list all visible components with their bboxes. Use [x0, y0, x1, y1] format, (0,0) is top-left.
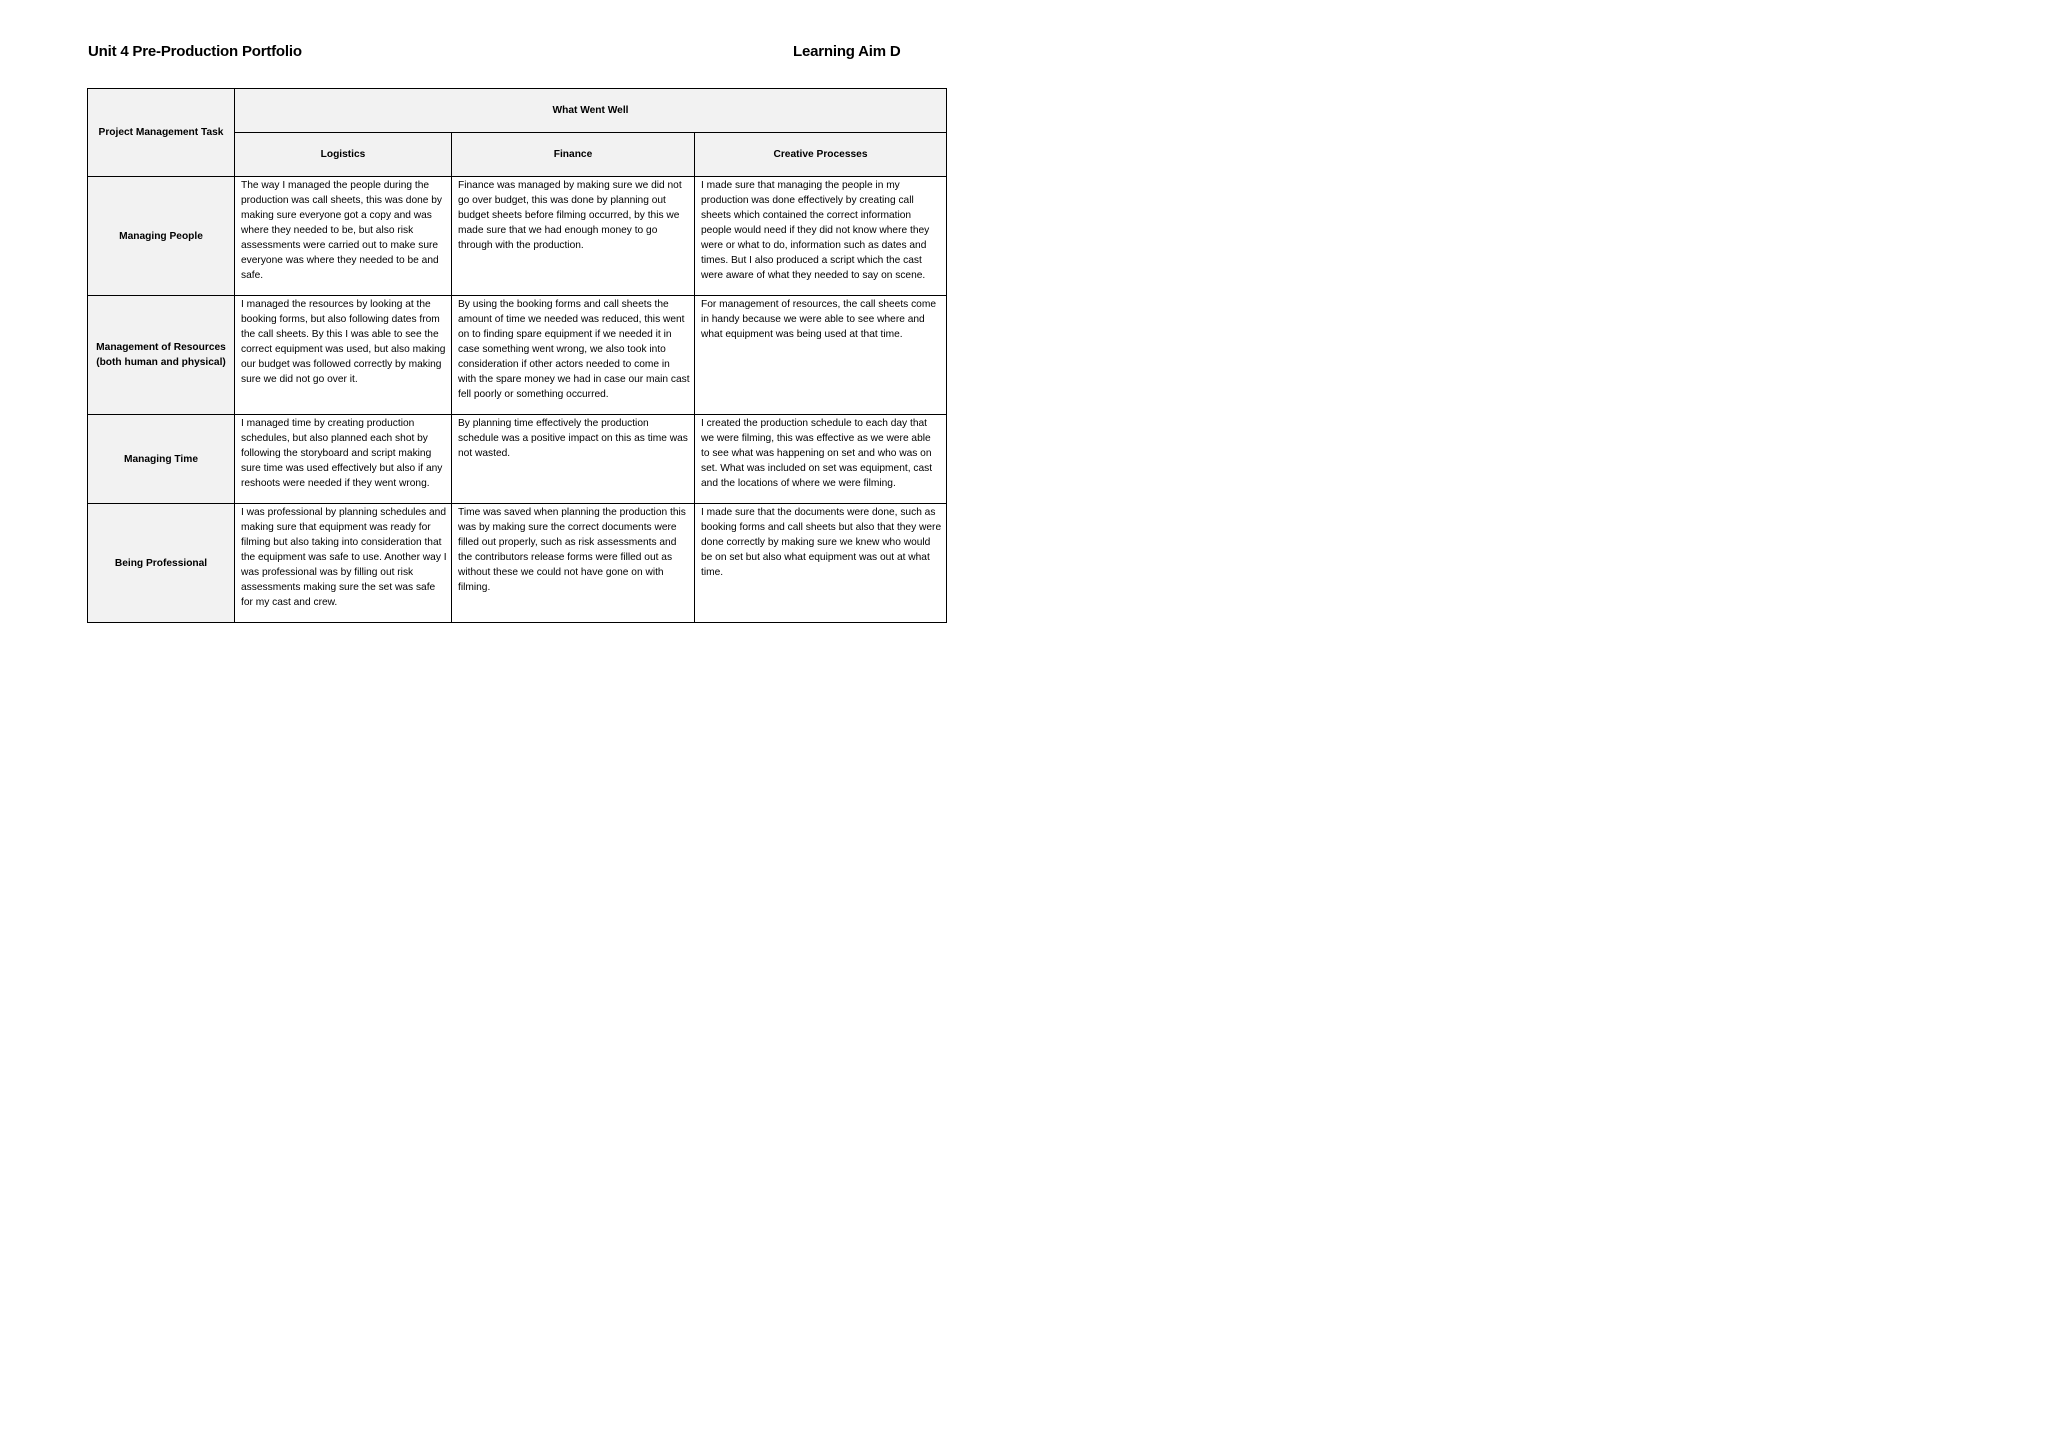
cell-logistics: I managed the resources by looking at the booking forms, but also following dates from the call sheets. By this I was able to see the correct equipment was used, but also making our budget was followed correctly by making sure we did not go over it. [235, 296, 452, 415]
document-title: Unit 4 Pre-Production Portfolio [88, 43, 302, 60]
cell-creative-processes: For management of resources, the call sheets come in handy because we were able to see where and what equipment was being used at that time. [695, 296, 947, 415]
table-row [88, 177, 947, 296]
table-row [88, 504, 947, 623]
table-row [88, 296, 947, 415]
cell-logistics: I managed time by creating production schedules, but also planned each shot by following the storyboard and script making sure time was used effectively but also if any reshoots were needed if they went wrong. [235, 415, 452, 504]
row-header-managing-people: Managing People [88, 177, 235, 296]
cell-creative-processes: I created the production schedule to each day that we were filming, this was effective as we were able to see what was happening on set and who was on set. What was included on set was equipment, cast and the locations of where we were filming. [695, 415, 947, 504]
cell-logistics: I was professional by planning schedules and making sure that equipment was ready for filming but also taking into consideration that the equipment was safe to use. Another way I was professional was by filling out risk assessments making sure the set was safe for my cast and crew. [235, 504, 452, 623]
cell-finance: By planning time effectively the production schedule was a positive impact on this as time was not wasted. [452, 415, 695, 504]
learning-aim-label: Learning Aim D [793, 43, 901, 60]
header-finance: Finance [452, 133, 695, 177]
cell-finance: Finance was managed by making sure we did not go over budget, this was done by planning out budget sheets before filming occurred, by this we made sure that we had enough money to go through with the production. [452, 177, 695, 296]
header-what-went-well: What Went Well [235, 89, 947, 133]
cell-creative-processes: I made sure that the documents were done, such as booking forms and call sheets but also that they were done correctly by making sure we knew who would be on set but also what equipment was out at what time. [695, 504, 947, 623]
row-header-management-of-resources: Management of Resources (both human and physical) [88, 296, 235, 415]
header-project-management-task: Project Management Task [88, 89, 235, 177]
cell-finance: Time was saved when planning the production this was by making sure the correct documents were filled out properly, such as risk assessments and the contributors release forms were filled out as without these we could not have gone on with filming. [452, 504, 695, 623]
row-header-being-professional: Being Professional [88, 504, 235, 623]
header-creative-processes: Creative Processes [695, 133, 947, 177]
cell-logistics: The way I managed the people during the production was call sheets, this was done by making sure everyone got a copy and was where they needed to be, but also risk assessments were carried out to make sure everyone was where they needed to be and safe. [235, 177, 452, 296]
header-logistics: Logistics [235, 133, 452, 177]
project-management-table [87, 88, 947, 623]
table-row [88, 415, 947, 504]
cell-finance: By using the booking forms and call sheets the amount of time we needed was reduced, this went on to finding spare equipment if we needed it in case something went wrong, we also took into consideration if other actors needed to come in with the spare money we had in case our main cast fell poorly or something occurred. [452, 296, 695, 415]
cell-creative-processes: I made sure that managing the people in my production was done effectively by creating call sheets which contained the correct information people would need if they did not know where they were or what to do, information such as dates and times. But I also produced a script which the cast were aware of what they needed to say on scene. [695, 177, 947, 296]
row-header-managing-time: Managing Time [88, 415, 235, 504]
